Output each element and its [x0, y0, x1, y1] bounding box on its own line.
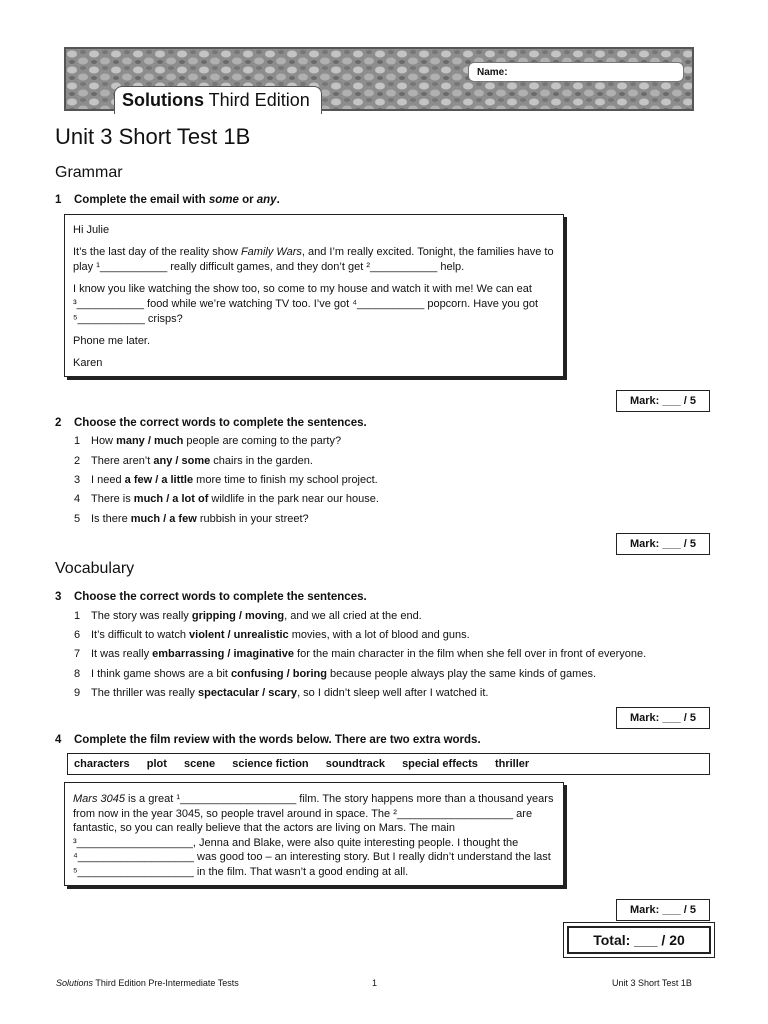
q2-item: 1 How many / much people are coming to the party? — [74, 435, 342, 447]
q3-item: 8 I think game shows are a bit confusing / boring because people always play the same kinds of games. — [74, 668, 596, 680]
q3-item: 9 The thriller was really spectacular / scary, so I didn’t sleep well after I watched it. — [74, 687, 489, 699]
word-bank-item: plot — [146, 758, 167, 770]
footer-book-title: Solutions Third Edition Pre-Intermediate Tests — [56, 978, 239, 988]
question-2-instruction: 2 Choose the correct words to complete the sentences. — [55, 417, 367, 429]
email-paragraph-1: It’s the last day of the reality show Family Wars, and I’m really excited. Tonight, the families have to play ¹___________ really difficult games, and they don’t get ²___________ help. — [73, 246, 554, 273]
footer-page-number: 1 — [372, 978, 378, 988]
question-1-instruction: 1 Complete the email with some or any. — [55, 194, 280, 206]
q3-item: 1 The story was really gripping / moving, and we all cried at the end. — [74, 610, 422, 622]
question-4-instruction: 4 Complete the film review with the words below. There are two extra words. — [55, 734, 481, 746]
q2-item: 4 There is much / a lot of wildlife in the park near our house. — [74, 493, 379, 505]
mark-box-q3: Mark: ___ / 5 — [616, 707, 710, 729]
email-signoff: Karen — [73, 357, 103, 369]
email-box — [64, 214, 564, 377]
brand-logo: Solutions Third Edition — [114, 86, 322, 114]
word-bank-item: special effects — [402, 758, 478, 770]
q2-item: 2 There aren’t any / some chairs in the garden. — [74, 455, 313, 467]
word-bank-item: soundtrack — [325, 758, 385, 770]
page-title: Unit 3 Short Test 1B — [55, 124, 251, 149]
mark-box-q1: Mark: ___ / 5 — [616, 390, 710, 412]
vocabulary-heading: Vocabulary — [55, 560, 135, 577]
q2-item: 3 I need a few / a little more time to finish my school project. — [74, 474, 378, 486]
email-paragraph-2: I know you like watching the show too, so come to my house and watch it with me! We can eat ³___________ food while we’re watching TV too. I’ve got ⁴___________ popcorn. Have you got ⁵___________ crisps? — [73, 283, 539, 325]
word-bank-item: science fiction — [232, 758, 309, 770]
footer-test-name: Unit 3 Short Test 1B — [612, 978, 692, 988]
email-paragraph-3: Phone me later. — [73, 335, 151, 347]
q3-item: 7 It was really embarrassing / imaginative for the main character in the film when she fell over in front of everyone. — [74, 648, 647, 660]
review-film-title: Mars 3045 — [73, 793, 125, 805]
word-bank-item: characters — [74, 758, 130, 770]
review-body: is a great ¹___________________ film. The story happens more than a thousand years from now in the year 3045, so people travel around in space. The ²___________________ are fantastic, so you can really believe that the actors are living on Mars. The main ³___________________, Jenna and Blake, were also quite interesting people. I thought the ⁴___________________ was good too – an interesting story. But I really didn’t understand the last ⁵___________________ in the film. That wasn’t a good ending at all. — [73, 793, 554, 878]
mark-box-q4: Mark: ___ / 5 — [616, 899, 710, 921]
q2-item: 5 Is there much / a few rubbish in your street? — [74, 513, 309, 525]
word-bank-item: scene — [183, 758, 216, 770]
question-3-instruction: 3 Choose the correct words to complete the sentences. — [55, 591, 367, 603]
mark-box-q2: Mark: ___ / 5 — [616, 533, 710, 555]
film-review-box — [64, 782, 564, 886]
name-field[interactable]: Name: — [468, 62, 684, 82]
word-bank — [67, 753, 710, 775]
total-score: Total: ___ / 20 — [567, 926, 711, 954]
word-bank-item: thriller — [494, 758, 530, 770]
q3-item: 6 It’s difficult to watch violent / unrealistic movies, with a lot of blood and guns. — [74, 629, 470, 641]
grammar-heading: Grammar — [55, 164, 123, 181]
email-greeting: Hi Julie — [73, 224, 110, 236]
